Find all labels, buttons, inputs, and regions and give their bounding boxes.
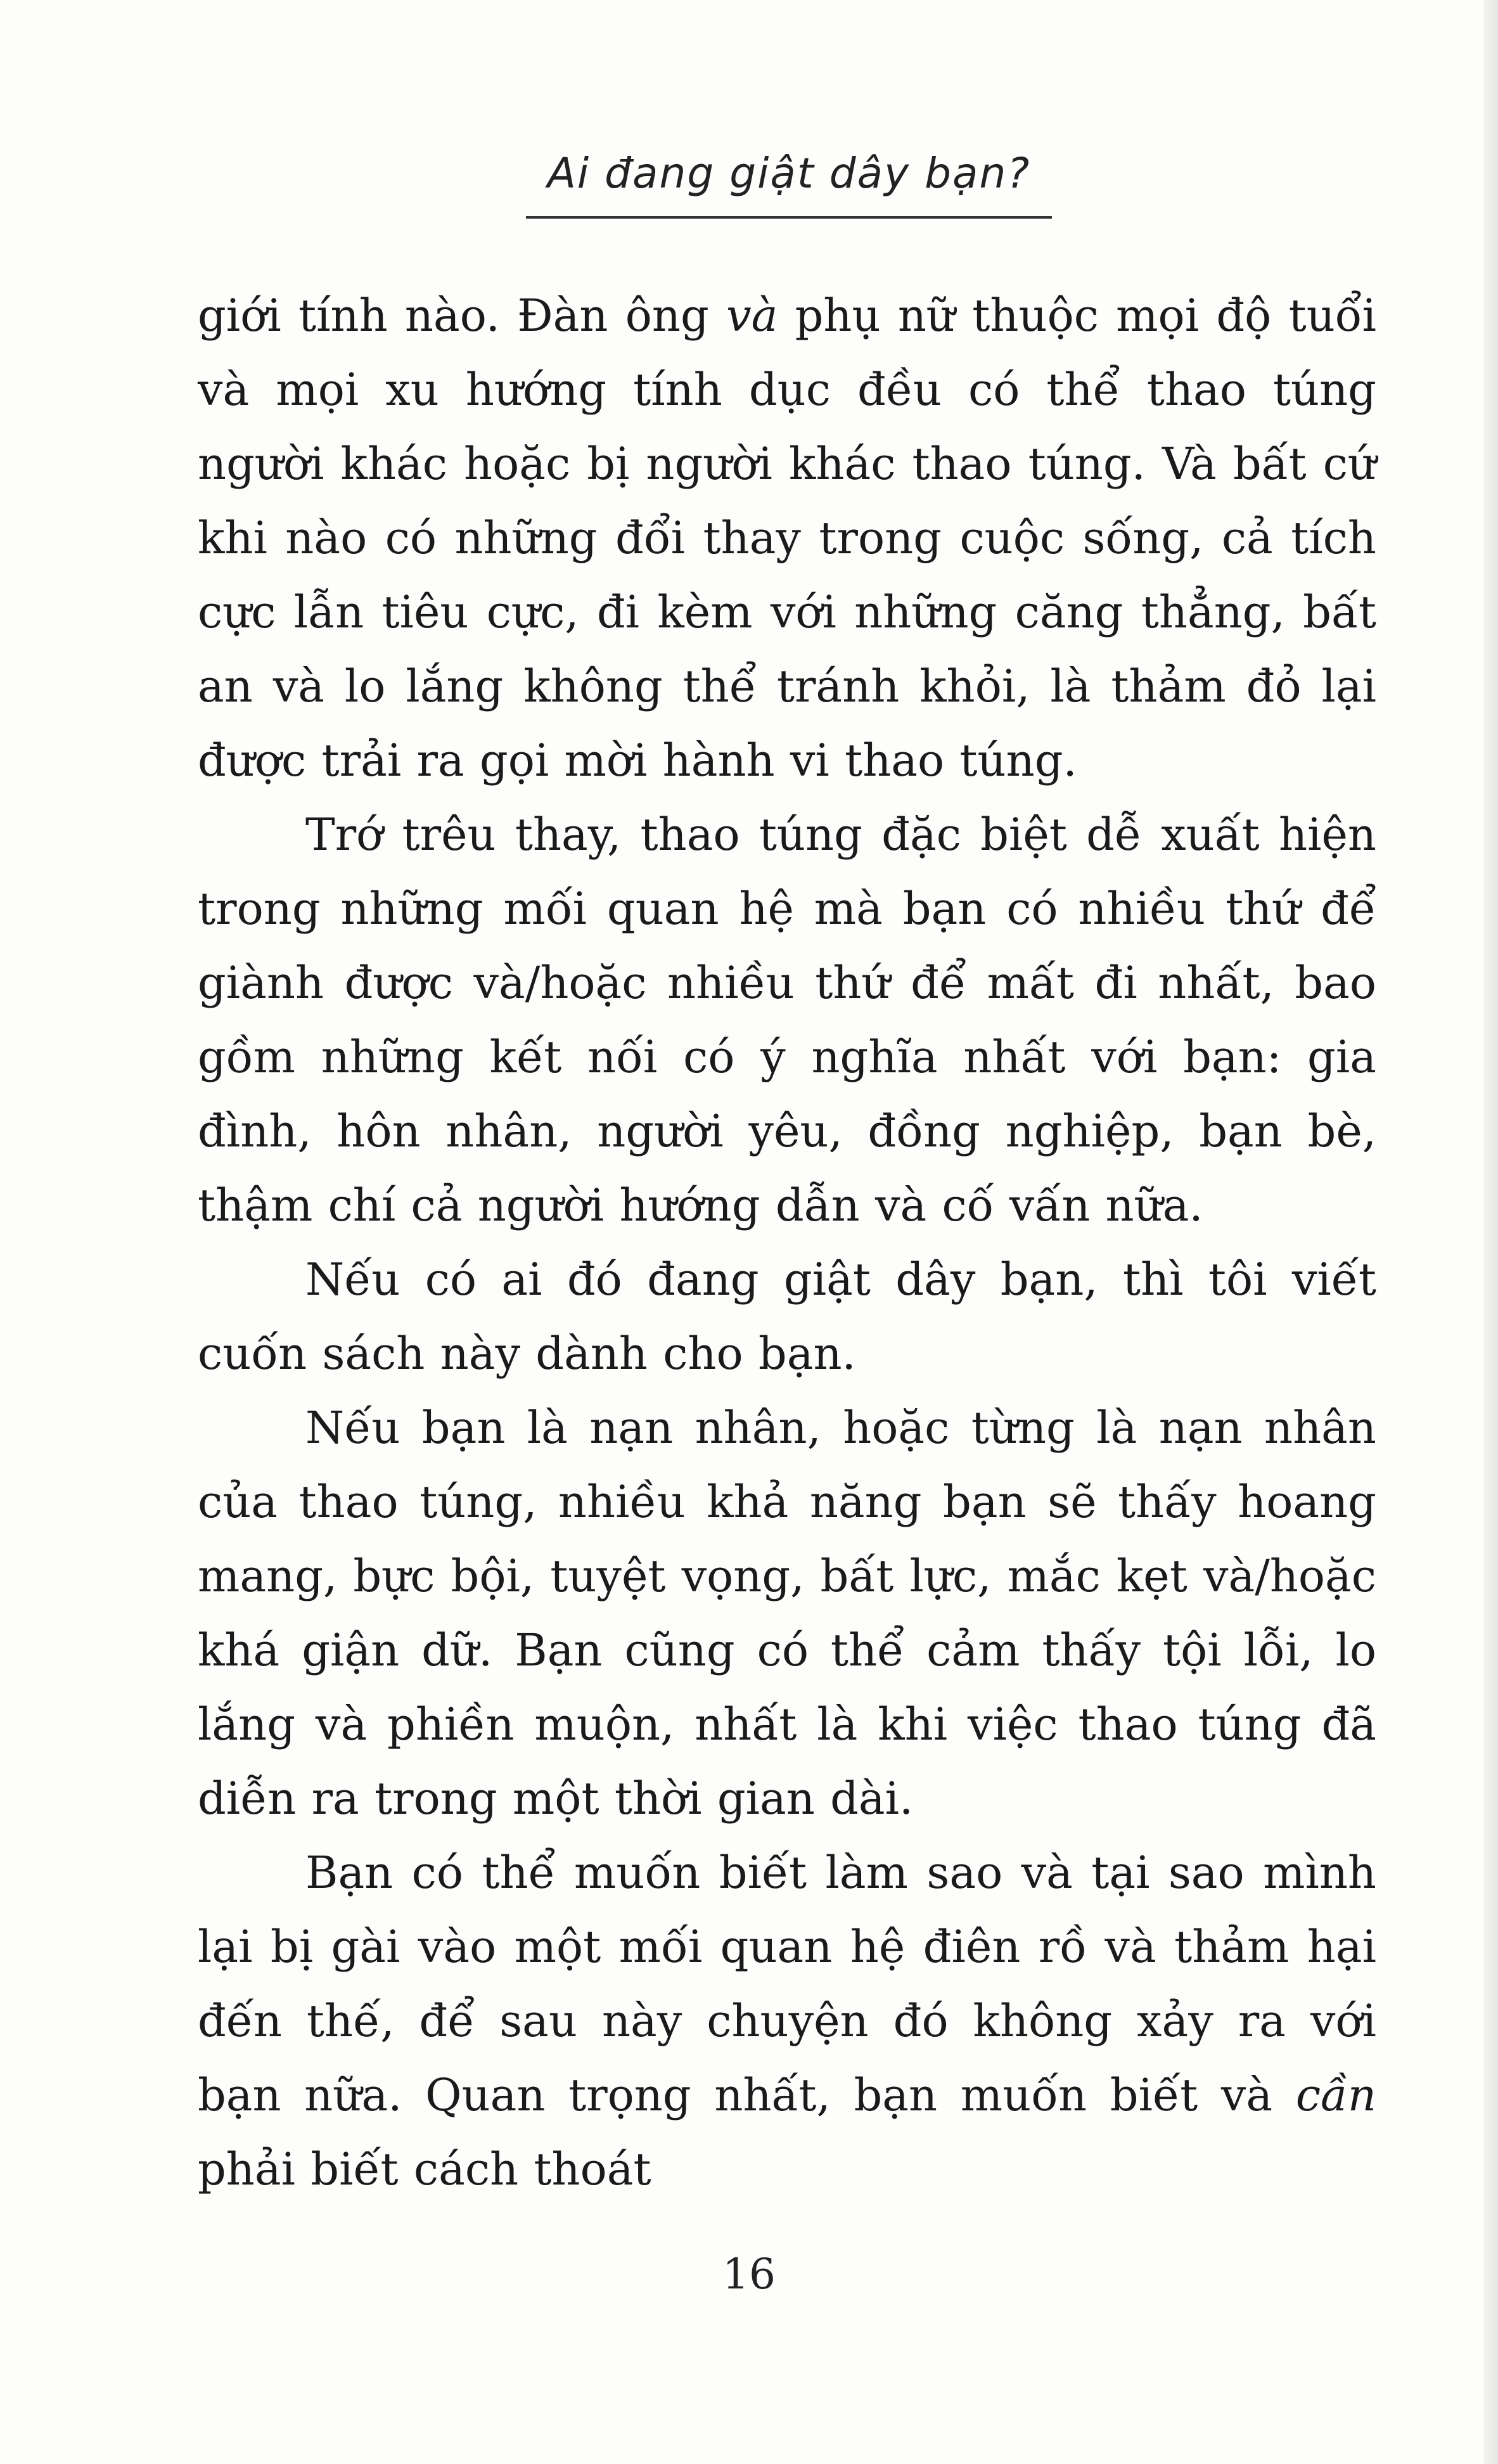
paragraph-3: Nếu có ai đó đang giật dây bạn, thì tôi viết cuốn sách này dành cho bạn. <box>198 1254 1376 1380</box>
paragraph-1 <box>198 279 1376 798</box>
paragraph-4: Nếu bạn là nạn nhân, hoặc từng là nạn nhân của thao túng, nhiều khả năng bạn sẽ thấy hoang mang, bực bội, tuyệt vọng, bất lực, mắc kẹt và/hoặc khá giận dữ. Bạn cũng có thể cảm thấy tội lỗi, lo lắng và phiền muộn, nhất là khi việc thao túng đã diễn ra trong một thời gian dài. <box>198 1402 1376 1825</box>
body-text <box>198 279 1376 2207</box>
page-header <box>526 149 1052 212</box>
paragraph-2: Trớ trêu thay, thao túng đặc biệt dễ xuất hiện trong những mối quan hệ mà bạn có nhiều thứ để giành được và/hoặc nhiều thứ để mất đi nhất, bao gồm những kết nối có ý nghĩa nhất với bạn: gia đình, hôn nhân, người yêu, đồng nghiệp, bạn bè, thậm chí cả người hướng dẫn và cố vấn nữa. <box>198 809 1376 1231</box>
page-number: 16 <box>722 2250 776 2299</box>
paragraph-5-part-a: Bạn có thể muốn biết làm sao và tại sao mình lại bị gài vào một mối quan hệ điên rồ và thảm hại đến thế, để sau này chuyện đó không xảy ra với bạn nữa. Quan trọng nhất, bạn muốn biết và <box>198 1847 1376 2121</box>
header-rule <box>526 216 1052 219</box>
paragraph-5-emphasis: cần <box>1295 2069 1376 2121</box>
paragraph-1-part-c: phụ nữ thuộc mọi độ tuổi và mọi xu hướng tính dục đều có thể thao túng người khác hoặc bị người khác thao túng. Và bất cứ khi nào có những đổi thay trong cuộc sống, cả tích cực lẫn tiêu cực, đi kèm với những căng thẳng, bất an và lo lắng không thể tránh khỏi, là thảm đỏ lại được trải ra gọi mời hành vi thao túng. <box>198 290 1376 786</box>
paragraph-1-part-a: giới tính nào. Đàn ông <box>198 290 727 342</box>
paragraph-5-part-c: phải biết cách thoát <box>198 2143 651 2195</box>
paragraph-5 <box>198 1836 1376 2207</box>
paragraph-1-emphasis: và <box>726 290 778 342</box>
running-title: Ai đang giật dây bạn? <box>547 149 1031 198</box>
page-edge-shadow <box>1484 0 1498 2464</box>
